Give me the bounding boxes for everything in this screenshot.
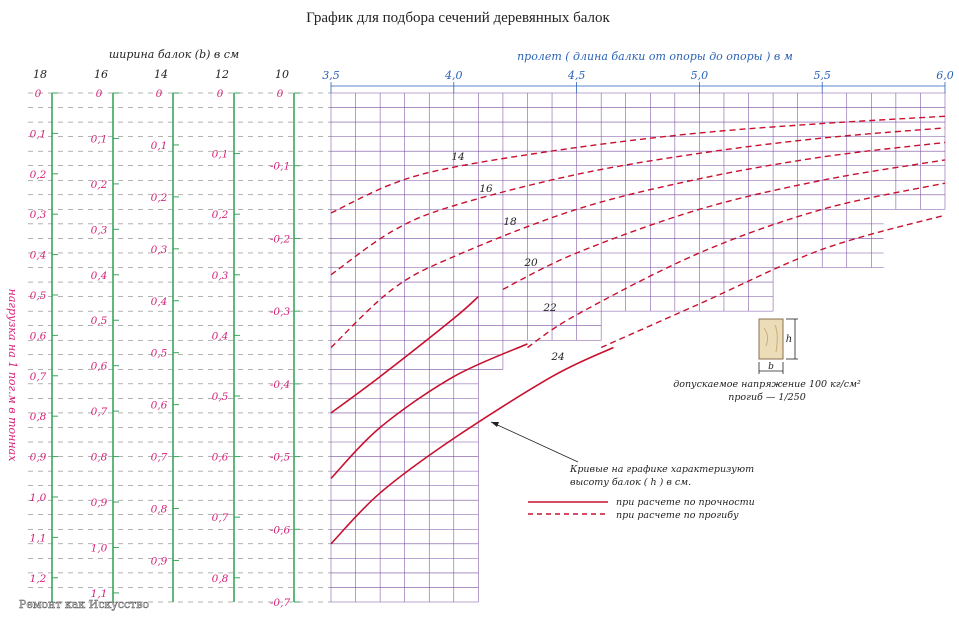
load-tick-label: 0,3 <box>211 269 229 282</box>
width-scales <box>30 68 300 609</box>
load-tick-label: 0,9 <box>90 497 108 510</box>
legend-deflection-label: при расчете по прогибу <box>616 510 739 521</box>
span-tick-label: 6,0 <box>936 69 954 82</box>
load-tick-label: -0,4 <box>269 378 291 391</box>
load-tick-label: 1,2 <box>29 572 47 585</box>
beam-h-label: h <box>785 334 793 345</box>
curve-label-16: 16 <box>479 183 493 195</box>
load-tick-label: -0,2 <box>269 233 291 246</box>
load-tick-label: 0 <box>34 88 42 100</box>
load-tick-label: -0,5 <box>269 451 291 464</box>
annotation-arrowhead <box>491 422 499 427</box>
load-tick-label: 0,6 <box>211 451 229 464</box>
width-label-10: 10 <box>275 68 289 81</box>
annotation-pointer <box>491 422 578 462</box>
load-tick-label: 0,7 <box>29 370 47 383</box>
load-tick-label: 0,8 <box>150 503 168 516</box>
width-label-12: 12 <box>215 68 229 81</box>
load-tick-label: 0 <box>216 88 224 100</box>
load-tick-label: -0,6 <box>269 524 291 537</box>
curve-label-24: 24 <box>551 351 565 363</box>
note-stress: допускаемое напряжение 100 кг/см² <box>673 379 861 390</box>
load-tick-label: 0,2 <box>150 191 168 204</box>
span-tick-label: 3,5 <box>322 69 340 82</box>
load-tick-label: 0,5 <box>150 347 168 360</box>
load-tick-label: 0,3 <box>90 224 108 237</box>
chart-title: График для подбора сечений деревянных балок <box>306 10 610 26</box>
load-tick-label: 1,0 <box>90 542 108 555</box>
strength-curve-8 <box>331 348 613 544</box>
load-tick-label: 0,5 <box>211 390 229 403</box>
width-axis-label: ширина балок (b) в см <box>108 48 240 61</box>
load-tick-label: 0,3 <box>150 243 168 256</box>
load-tick-label: 0,6 <box>29 330 47 343</box>
annotation-line-1: Кривые на графике характеризуют <box>570 464 755 475</box>
load-tick-label: 0,9 <box>29 451 47 464</box>
load-tick-label: 0 <box>95 88 103 100</box>
load-axis-label: нагрузка на 1 пог.м в тоннах <box>6 288 19 462</box>
load-tick-label: 0,4 <box>150 295 168 308</box>
width-label-16: 16 <box>94 68 108 81</box>
load-tick-label: 0,9 <box>150 555 168 568</box>
load-tick-label: -0,3 <box>269 306 291 319</box>
load-tick-label: 0,7 <box>150 451 168 464</box>
load-tick-label: 0,4 <box>211 330 229 343</box>
load-tick-label: 0,6 <box>150 399 168 412</box>
load-tick-label: 0,1 <box>90 133 108 146</box>
load-tick-label: 1,0 <box>29 491 47 504</box>
span-tick-label: 4,0 <box>445 69 463 82</box>
deflection-curve-14 <box>331 116 945 213</box>
load-tick-label: 0 <box>276 88 284 100</box>
load-tick-label: 0,1 <box>150 139 168 152</box>
span-tick-label: 5,0 <box>690 69 709 82</box>
load-tick-label: -0,1 <box>269 160 291 173</box>
load-tick-label: 0,1 <box>29 128 47 141</box>
load-tick-label: 1,1 <box>90 587 108 600</box>
load-tick-label: 0,8 <box>90 451 108 464</box>
load-tick-label: 0,7 <box>90 406 108 419</box>
load-tick-label: 0,1 <box>211 148 229 161</box>
span-tick-label: 4,5 <box>567 69 586 82</box>
load-tick-label: 1,1 <box>29 532 47 545</box>
load-tick-label: 0,3 <box>29 209 47 222</box>
load-tick-label: 0,4 <box>90 269 108 282</box>
load-tick-label: 0,4 <box>29 249 47 262</box>
span-ticks <box>322 69 954 93</box>
annotation-line-2: высоту балок ( h ) в см. <box>570 477 692 488</box>
load-tick-label: 0,7 <box>211 512 229 525</box>
beam-b-label: b <box>768 362 774 372</box>
load-tick-label: 0,8 <box>211 572 229 585</box>
width-label-14: 14 <box>154 68 168 81</box>
width-label-18: 18 <box>33 68 47 81</box>
load-tick-label: 0,5 <box>29 289 47 302</box>
curve-label-20: 20 <box>524 257 538 269</box>
curve-label-14: 14 <box>451 151 465 163</box>
load-tick-label: 0,6 <box>90 360 108 373</box>
load-tick-label: 0,2 <box>90 178 108 191</box>
legend-strength-label: при расчете по прочности <box>616 497 755 508</box>
span-tick-label: 5,5 <box>813 69 831 82</box>
deflection-curve-22 <box>527 183 945 347</box>
load-tick-label: 0,2 <box>211 209 229 222</box>
load-tick-label: 0,5 <box>90 315 108 328</box>
beam-section-icon <box>759 319 798 374</box>
load-tick-label: 0 <box>155 88 163 100</box>
curve-label-18: 18 <box>503 216 517 228</box>
curve-label-22: 22 <box>543 302 557 314</box>
note-deflection: прогиб — 1/250 <box>728 392 806 403</box>
load-tick-label: -0,7 <box>269 597 291 609</box>
watermark: Ремонт как Искусство <box>18 598 150 611</box>
load-tick-label: 0,2 <box>29 168 47 181</box>
load-tick-label: 0,8 <box>29 411 47 424</box>
span-axis-label: пролет ( длина балки от опоры до опоры ) в м <box>517 50 793 63</box>
